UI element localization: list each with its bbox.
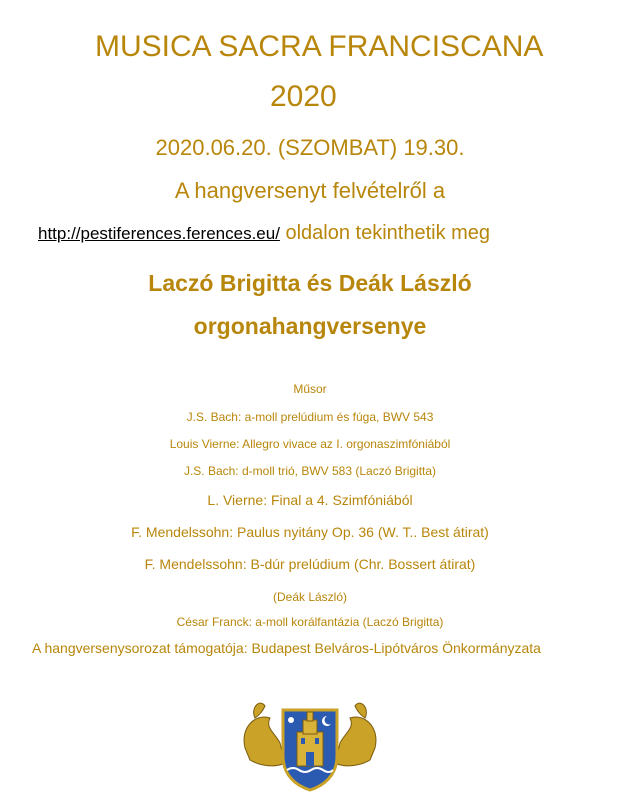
program-item: L. Vierne: Final a 4. Szimfóniából <box>207 492 413 508</box>
coat-of-arms-icon <box>235 688 385 792</box>
support-line: A hangversenysorozat támogatója: Budapest Belváros-Lipótváros Önkormányzata <box>32 640 541 656</box>
website-link[interactable]: http://pestiferences.ferences.eu/ <box>38 224 280 243</box>
program-item: F. Mendelssohn: B-dúr prelúdium (Chr. Bossert átirat) <box>144 556 476 572</box>
program-item: J.S. Bach: d-moll trió, BWV 583 (Laczó Brigitta) <box>183 464 437 478</box>
event-date: 2020.06.20. (SZOMBAT) 19.30. <box>155 135 465 160</box>
program-item: F. Mendelssohn: Paulus nyitány Op. 36 (W. T.. Best átirat) <box>131 524 489 540</box>
program-item: J.S. Bach: a-moll prelúdium és fúga, BWV 543 <box>186 410 434 424</box>
program-item: Louis Vierne: Allegro vivace az I. orgonaszimfóniából <box>169 437 451 451</box>
page-year: 2020 <box>270 80 337 113</box>
event-type: orgonahangversenye <box>193 313 427 339</box>
program-heading: Műsor <box>293 382 327 396</box>
program-item: César Franck: a-moll korálfantázia (Laczó Brigitta) <box>176 615 444 629</box>
url-line <box>38 222 490 245</box>
program-item: (Deák László) <box>272 590 348 604</box>
recording-notice: A hangversenyt felvételről a <box>174 178 446 203</box>
performers: Laczó Brigitta és Deák László <box>148 270 472 296</box>
url-suffix: oldalon tekinthetik meg <box>285 222 491 244</box>
page-title: MUSICA SACRA FRANCISCANA <box>95 30 544 63</box>
